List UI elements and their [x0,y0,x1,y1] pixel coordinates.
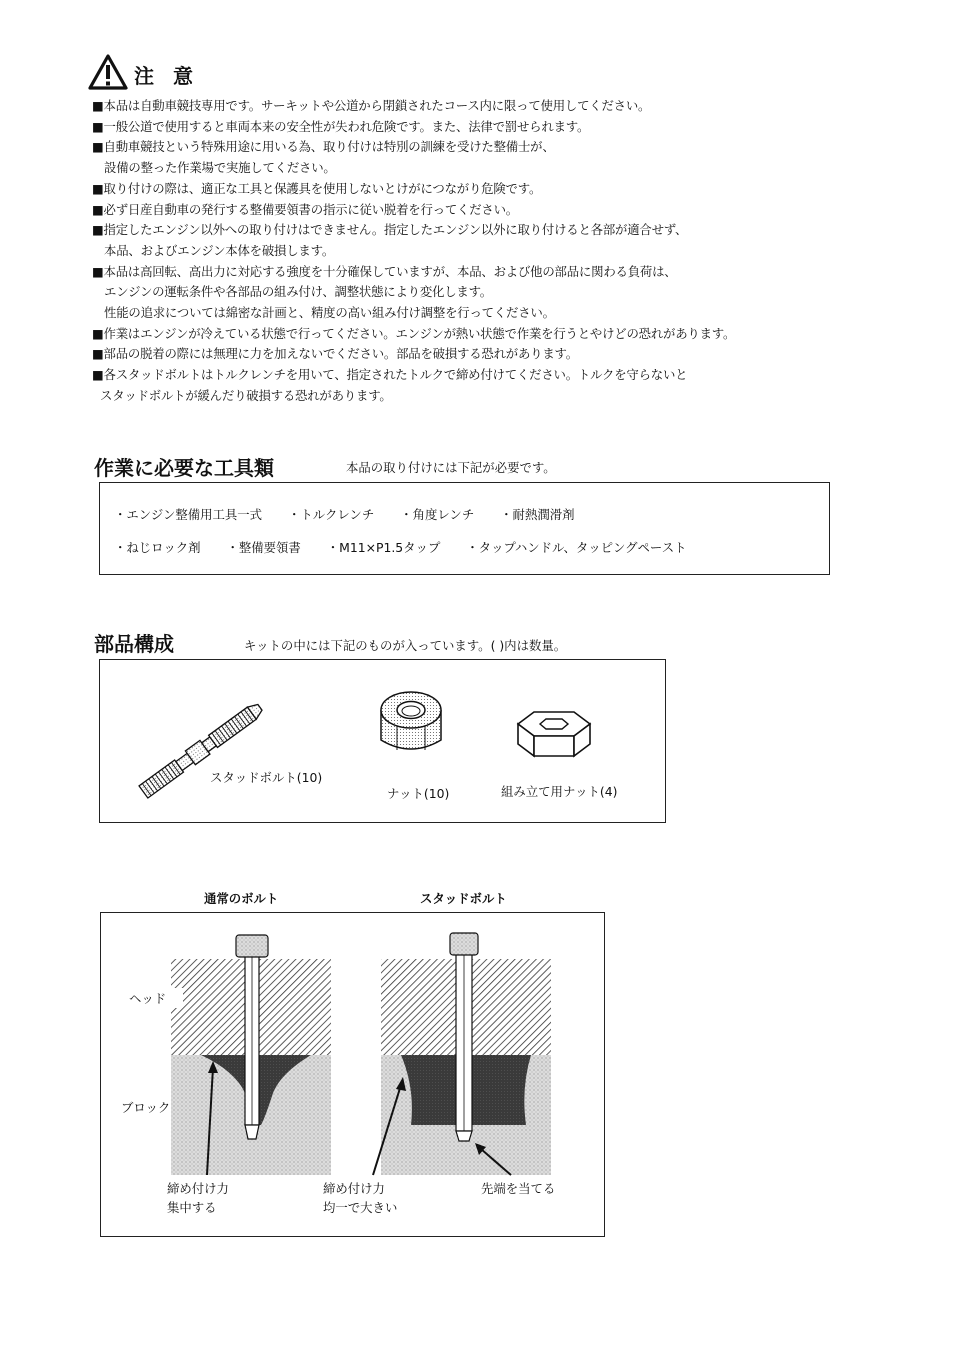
caution-line: 設備の整った作業場で実施してください。 [104,160,336,176]
caution-line: エンジンの運転条件や各部品の組み付け、調整状態により変化します。 [104,284,492,300]
block-label: ブロック [121,1100,171,1115]
caution-line: 本品、およびエンジン本体を破損します。 [104,242,335,258]
caution-line: ■本品は自動車競技専用です。サーキットや公道から閉鎖されたコース内に限って使用してください。 [92,98,651,113]
tip-caption: 先端を当てる [481,1181,556,1196]
stud-caption [323,1179,397,1217]
diagram-title-stud-bolt: スタッドボルト [420,891,507,906]
assembly-nut-icon [514,706,594,762]
caution-line: ■取り付けの際は、適正な工具と保護具を使用しないとけがにつながり危険です。 [92,180,542,196]
parts-section-note: キットの中には下記のものが入っています。( )内は数量。 [244,638,567,653]
stud-bolt-icon [122,690,282,810]
nut-icon [375,686,447,764]
part-label-assembly-nut: 組み立て用ナット(4) [501,784,618,799]
normal-caption-line: 集中する [167,1200,217,1215]
caution-line: ■自動車競技という特殊用途に用いる為、取り付けは特別の訓練を受けた整備士が、 [92,139,555,155]
tools-row [114,538,708,556]
part-label-nut: ナット(10) [387,786,450,801]
part-label-stud-bolt: スタッドボルト(10) [210,770,323,785]
tool-item: ・ねじロック剤 [114,540,201,555]
parts-box [99,659,666,823]
tool-item: ・角度レンチ [400,507,475,522]
normal-caption-line: 締め付け力 [167,1181,229,1196]
parts-section-title: 部品構成 [94,632,174,656]
caution-line: 性能の追求については綿密な計画と、精度の高い組み付け調整を行ってください。 [104,305,555,321]
tool-item: ・M11×P1.5タップ [326,540,441,555]
tool-item: ・エンジン整備用工具一式 [114,507,263,522]
head-label: ヘッド [129,991,167,1006]
tool-item: ・トルクレンチ [288,507,375,522]
tool-item: ・整備要領書 [226,540,301,555]
warning-triangle-icon [88,54,128,90]
stud-caption-line: 均一で大きい [323,1200,398,1215]
caution-line: ■作業はエンジンが冷えている状態で行ってください。エンジンが熱い状態で作業を行うとやけどの恐れがあります。 [92,325,736,341]
caution-title: 注 意 [134,64,199,88]
caution-line: ■指定したエンジン以外への取り付けはできません。指定したエンジン以外に取り付けると各部が適合せず、 [92,222,688,238]
tools-section-title: 作業に必要な工具類 [94,456,274,480]
normal-caption [167,1179,229,1217]
caution-line: ■各スタッドボルトはトルクレンチを用いて、指定されたトルクで締め付けてください。トルクを守らないと [92,367,688,383]
caution-line: ■必ず日産自動車の発行する整備要領書の指示に従い脱着を行ってください。 [92,201,518,217]
bolt-comparison-diagram [100,912,605,1237]
stud-caption-line: 締め付け力 [323,1181,385,1196]
tools-section-note: 本品の取り付けには下記が必要です。 [346,460,556,475]
caution-line: ■本品は高回転、高出力に対応する強度を十分確保していますが、本品、および他の部品に関わる負荷は、 [92,263,677,279]
caution-line: ■部品の脱着の際には無理に力を加えないでください。部品を破損する恐れがあります。 [92,346,578,362]
tool-item: ・タップハンドル、タッピングペースト [466,540,687,555]
caution-line: ■一般公道で使用すると車両本来の安全性が失われ危険です。また、法律で罰せられます。 [92,118,590,134]
tools-row [114,505,597,523]
tool-item: ・耐熱潤滑剤 [500,507,575,522]
caution-list [92,96,912,407]
tools-box [99,482,830,575]
caution-line: スタッドボルトが緩んだり破損する恐れがあります。 [100,387,392,403]
diagram-title-normal-bolt: 通常のボルト [204,891,279,906]
